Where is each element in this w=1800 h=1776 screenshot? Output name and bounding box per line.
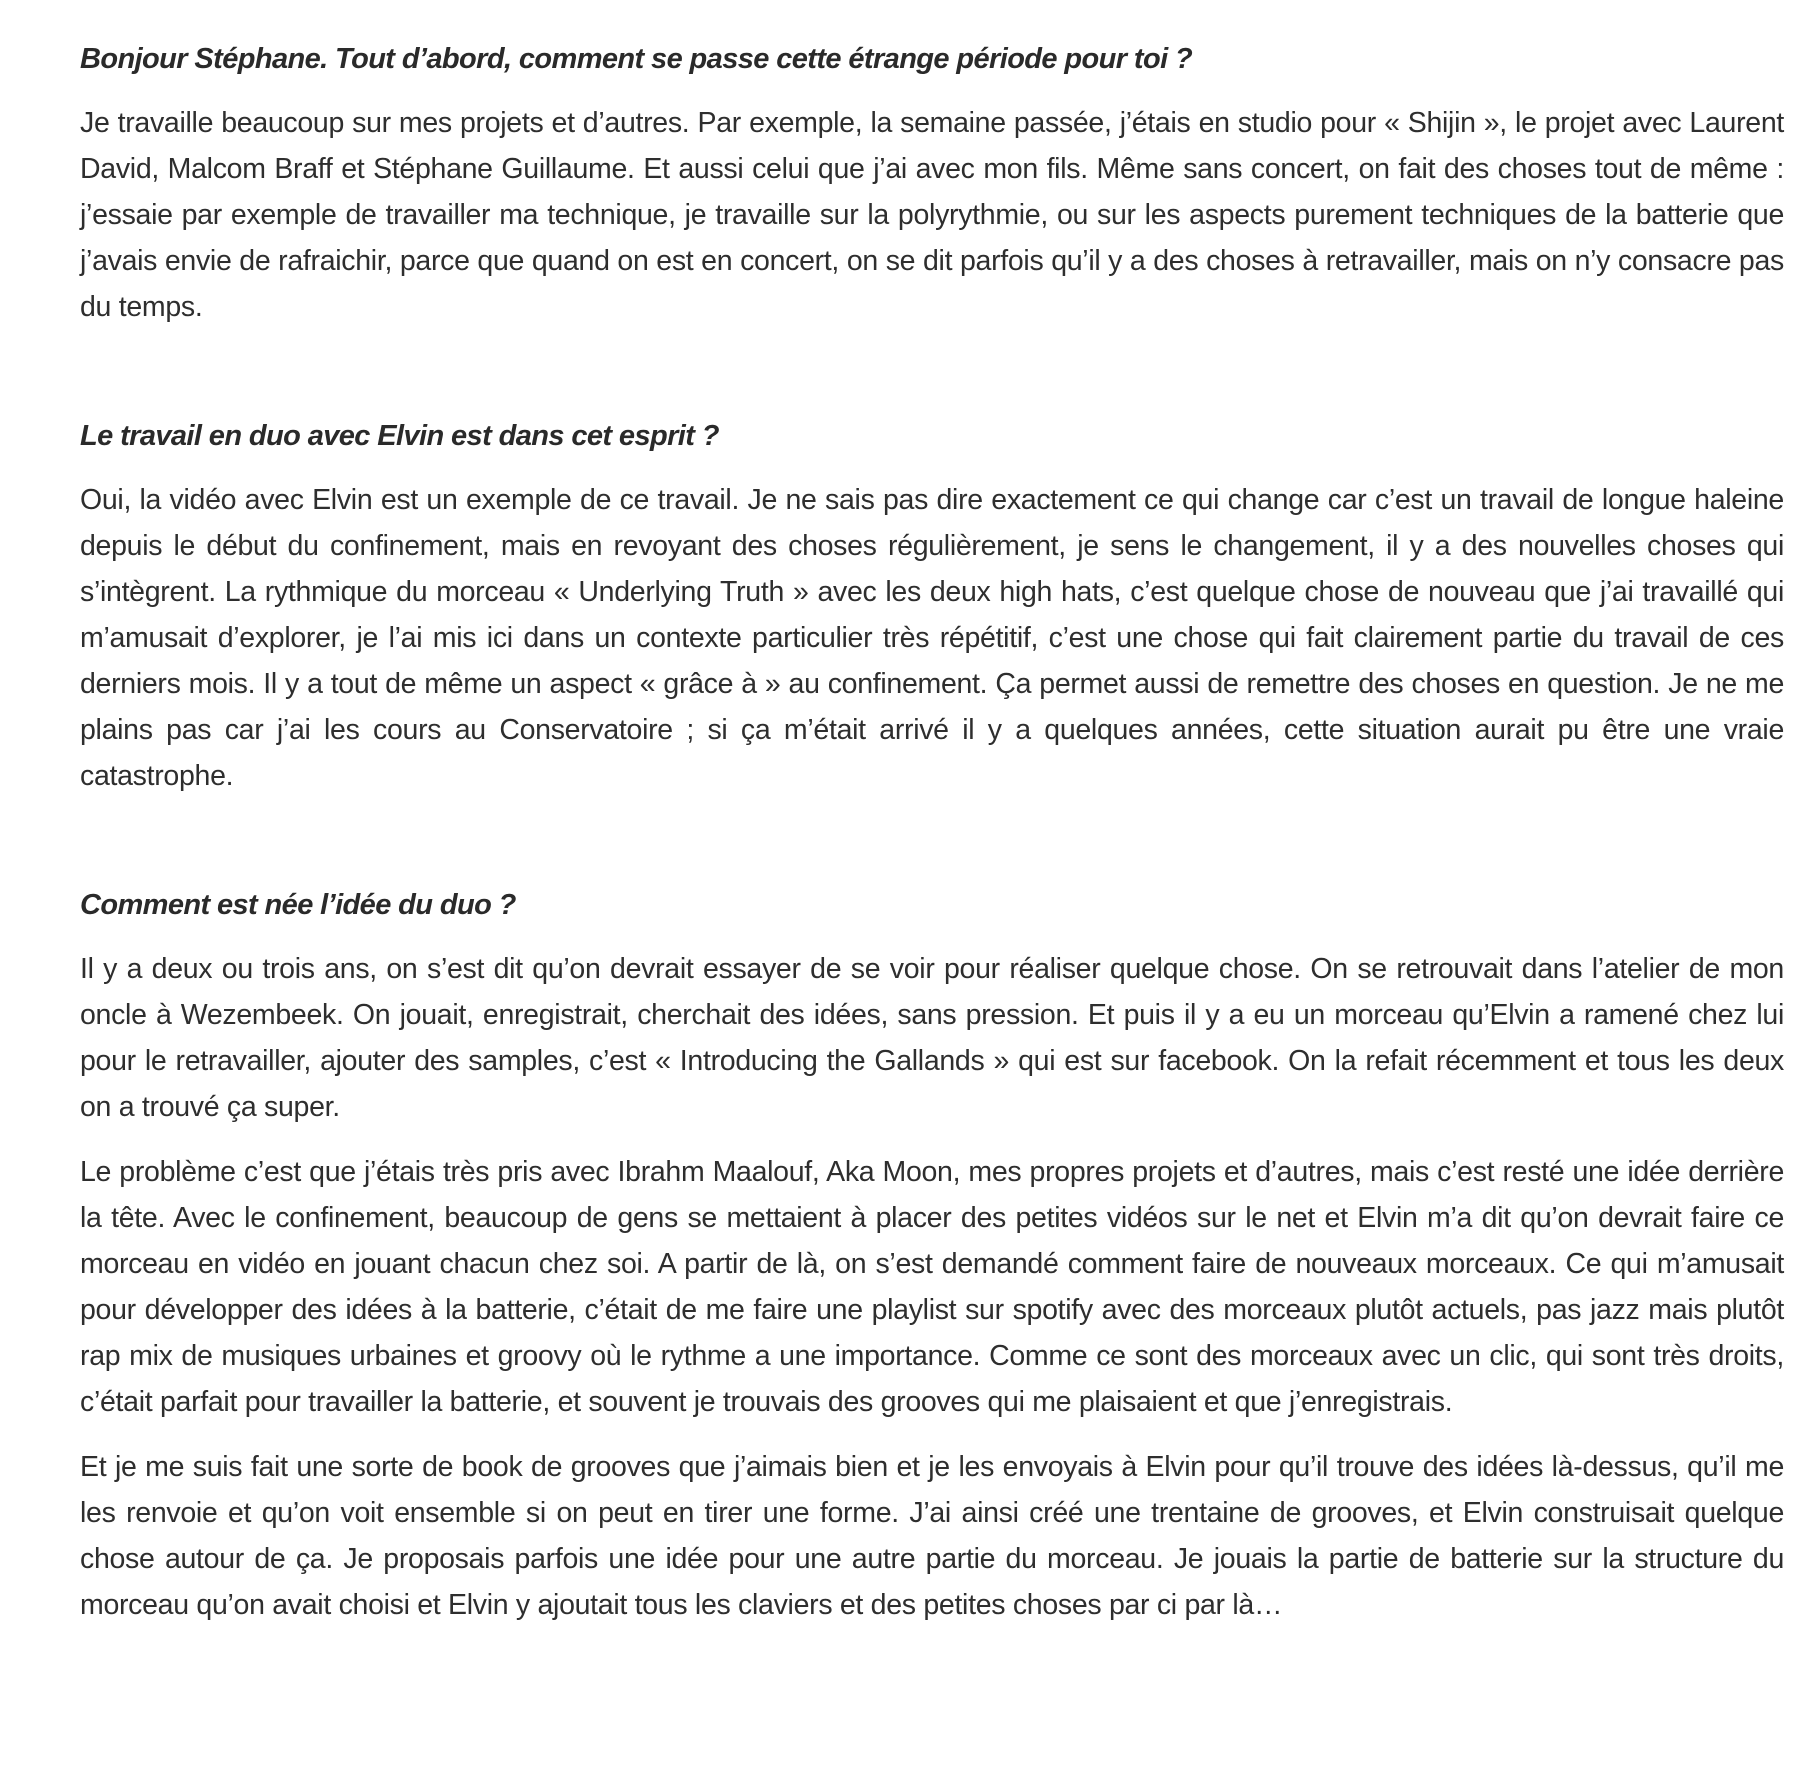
- section-spacer: [80, 818, 1784, 882]
- answer-2-paragraph-1: Oui, la vidéo avec Elvin est un exemple de ce travail. Je ne sais pas dire exactement ce qui change car c’est un travail de longue haleine depuis le début du confinement, mais en revoyant des choses régulièrement, je sens le changement, il y a des nouvelles choses qui s’intègrent. La rythmique du morceau « Underlying Truth » avec les deux high hats, c’est quelque chose de nouveau que j’ai travaillé qui m’amusait d’explorer, je l’ai mis ici dans un contexte particulier très répétitif, c’est une chose qui fait clairement partie du travail de ces derniers mois. Il y a tout de même un aspect « grâce à » au confinement. Ça permet aussi de remettre des choses en question. Je ne me plains pas car j’ai les cours au Conservatoire ; si ça m’était arrivé il y a quelques années, cette situation aurait pu être une vraie catastrophe.: [80, 484, 1784, 792]
- question-1: Bonjour Stéphane. Tout d’abord, comment se passe cette étrange période pour toi ?: [80, 43, 1193, 75]
- question-3: Comment est née l’idée du duo ?: [80, 889, 516, 921]
- answer-3-paragraph-1: Il y a deux ou trois ans, on s’est dit qu’on devrait essayer de se voir pour réaliser quelque chose. On se retrouvait dans l’atelier de mon oncle à Wezembeek. On jouait, enregistrait, cherchait des idées, sans pression. Et puis il y a eu un morceau qu’Elvin a ramené chez lui pour le retravailler, ajouter des samples, c’est « Introducing the Gallands » qui est sur facebook. On la refait récemment et tous les deux on a trouvé ça super.: [80, 953, 1784, 1123]
- question-2: Le travail en duo avec Elvin est dans cet esprit ?: [80, 420, 719, 452]
- answer-3-paragraph-2: Le problème c’est que j’étais très pris avec Ibrahm Maalouf, Aka Moon, mes propres projets et d’autres, mais c’est resté une idée derrière la tête. Avec le confinement, beaucoup de gens se mettaient à placer des petites vidéos sur le net et Elvin m’a dit qu’on devrait faire ce morceau en vidéo en jouant chacun chez soi. A partir de là, on s’est demandé comment faire de nouveaux morceaux. Ce qui m’amusait pour développer des idées à la batterie, c’était de me faire une playlist sur spotify avec des morceaux plutôt actuels, pas jazz mais plutôt rap mix de musiques urbaines et groovy où le rythme a une importance. Comme ce sont des morceaux avec un clic, qui sont très droits, c’était parfait pour travailler la batterie, et souvent je trouvais des grooves qui me plaisaient et que j’enregistrais.: [80, 1156, 1784, 1418]
- interview-article: [80, 36, 1784, 1647]
- section-spacer: [80, 349, 1784, 413]
- answer-3-paragraph-3: Et je me suis fait une sorte de book de grooves que j’aimais bien et je les envoyais à Elvin pour qu’il trouve des idées là-dessus, qu’il me les renvoie et qu’on voit ensemble si on peut en tirer une forme. J’ai ainsi créé une trentaine de grooves, et Elvin construisait quelque chose autour de ça. Je proposais parfois une idée pour une autre partie du morceau. Je jouais la partie de batterie sur la structure du morceau qu’on avait choisi et Elvin y ajoutait tous les claviers et des petites choses par ci par là…: [80, 1451, 1784, 1621]
- answer-1-paragraph-1: Je travaille beaucoup sur mes projets et d’autres. Par exemple, la semaine passée, j’étais en studio pour « Shijin », le projet avec Laurent David, Malcom Braff et Stéphane Guillaume. Et aussi celui que j’ai avec mon fils. Même sans concert, on fait des choses tout de même : j’essaie par exemple de travailler ma technique, je travaille sur la polyrythmie, ou sur les aspects purement techniques de la batterie que j’avais envie de rafraichir, parce que quand on est en concert, on se dit parfois qu’il y a des choses à retravailler, mais on n’y consacre pas du temps.: [80, 107, 1784, 323]
